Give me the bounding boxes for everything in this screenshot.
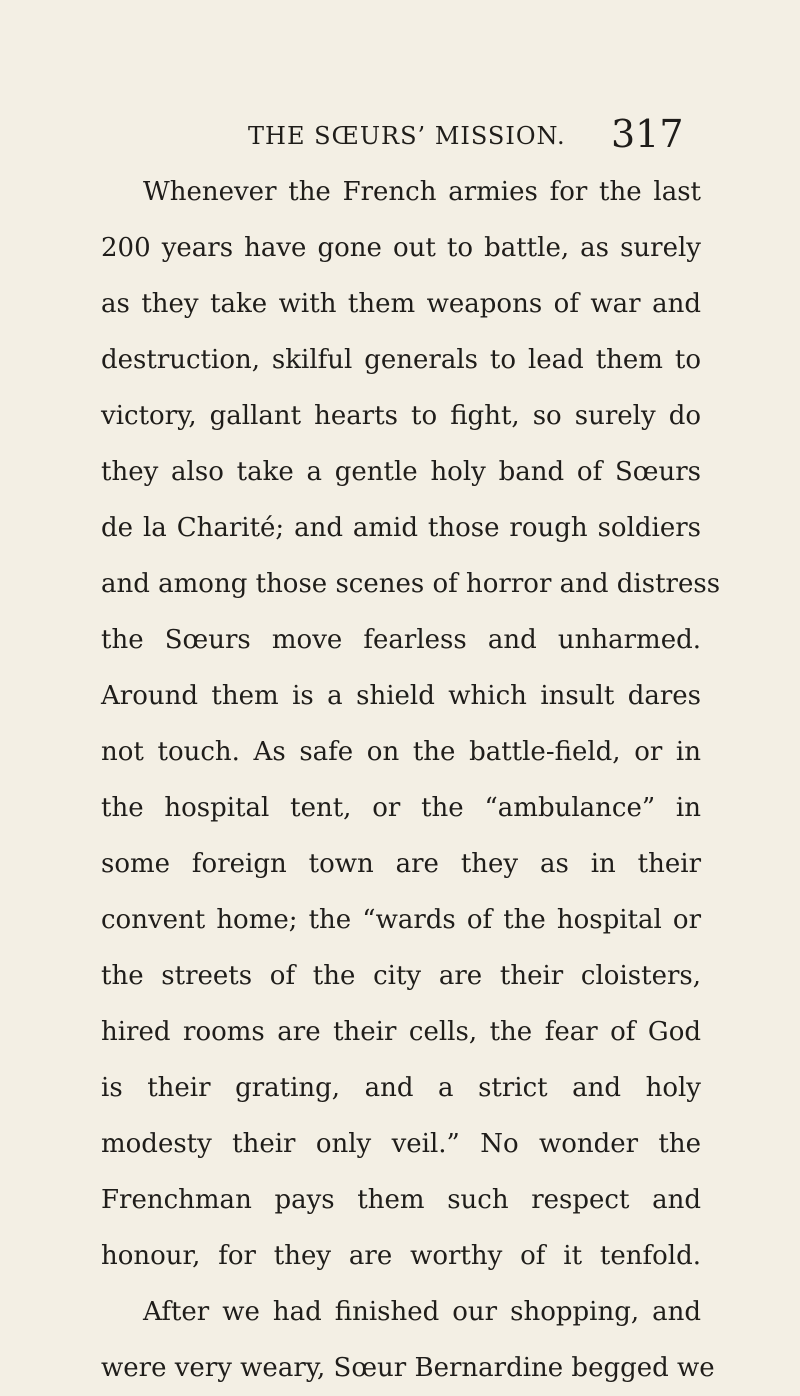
text-line: honour, for they are worthy of it tenfold. <box>101 1241 701 1271</box>
text-line: destruction, skilful generals to lead them to <box>101 345 701 375</box>
text-line: de la Charité; and amid those rough soldiers <box>101 513 701 543</box>
text-line: Around them is a shield which insult dares <box>101 681 701 711</box>
text-line: modesty their only veil.” No wonder the <box>101 1129 701 1159</box>
text-line: as they take with them weapons of war and <box>101 289 701 319</box>
text-line: the streets of the city are their cloisters, <box>101 961 701 991</box>
body-text <box>101 164 721 1396</box>
text-line: not touch. As safe on the battle-field, or in <box>101 737 701 767</box>
text-line: they also take a gentle holy band of Sœurs <box>101 457 701 487</box>
running-head: THE SŒURS’ MISSION. <box>248 122 566 150</box>
text-line: hired rooms are their cells, the fear of God <box>101 1017 701 1047</box>
page-number: 317 <box>611 112 684 156</box>
text-line: Whenever the French armies for the last <box>143 177 701 207</box>
text-line: Frenchman pays them such respect and <box>101 1185 701 1215</box>
text-line: were very weary, Sœur Bernardine begged we <box>101 1353 715 1383</box>
text-line: victory, gallant hearts to fight, so surely do <box>101 401 701 431</box>
text-line: and among those scenes of horror and distress <box>101 569 721 599</box>
text-line: After we had finished our shopping, and <box>143 1297 701 1327</box>
text-line: is their grating, and a strict and holy <box>101 1073 701 1103</box>
text-line: convent home; the “wards of the hospital or <box>101 905 701 935</box>
text-line: the Sœurs move fearless and unharmed. <box>101 625 701 655</box>
text-line: some foreign town are they as in their <box>101 849 701 879</box>
text-line: the hospital tent, or the “ambulance” in <box>101 793 701 823</box>
text-line: 200 years have gone out to battle, as surely <box>101 233 701 263</box>
